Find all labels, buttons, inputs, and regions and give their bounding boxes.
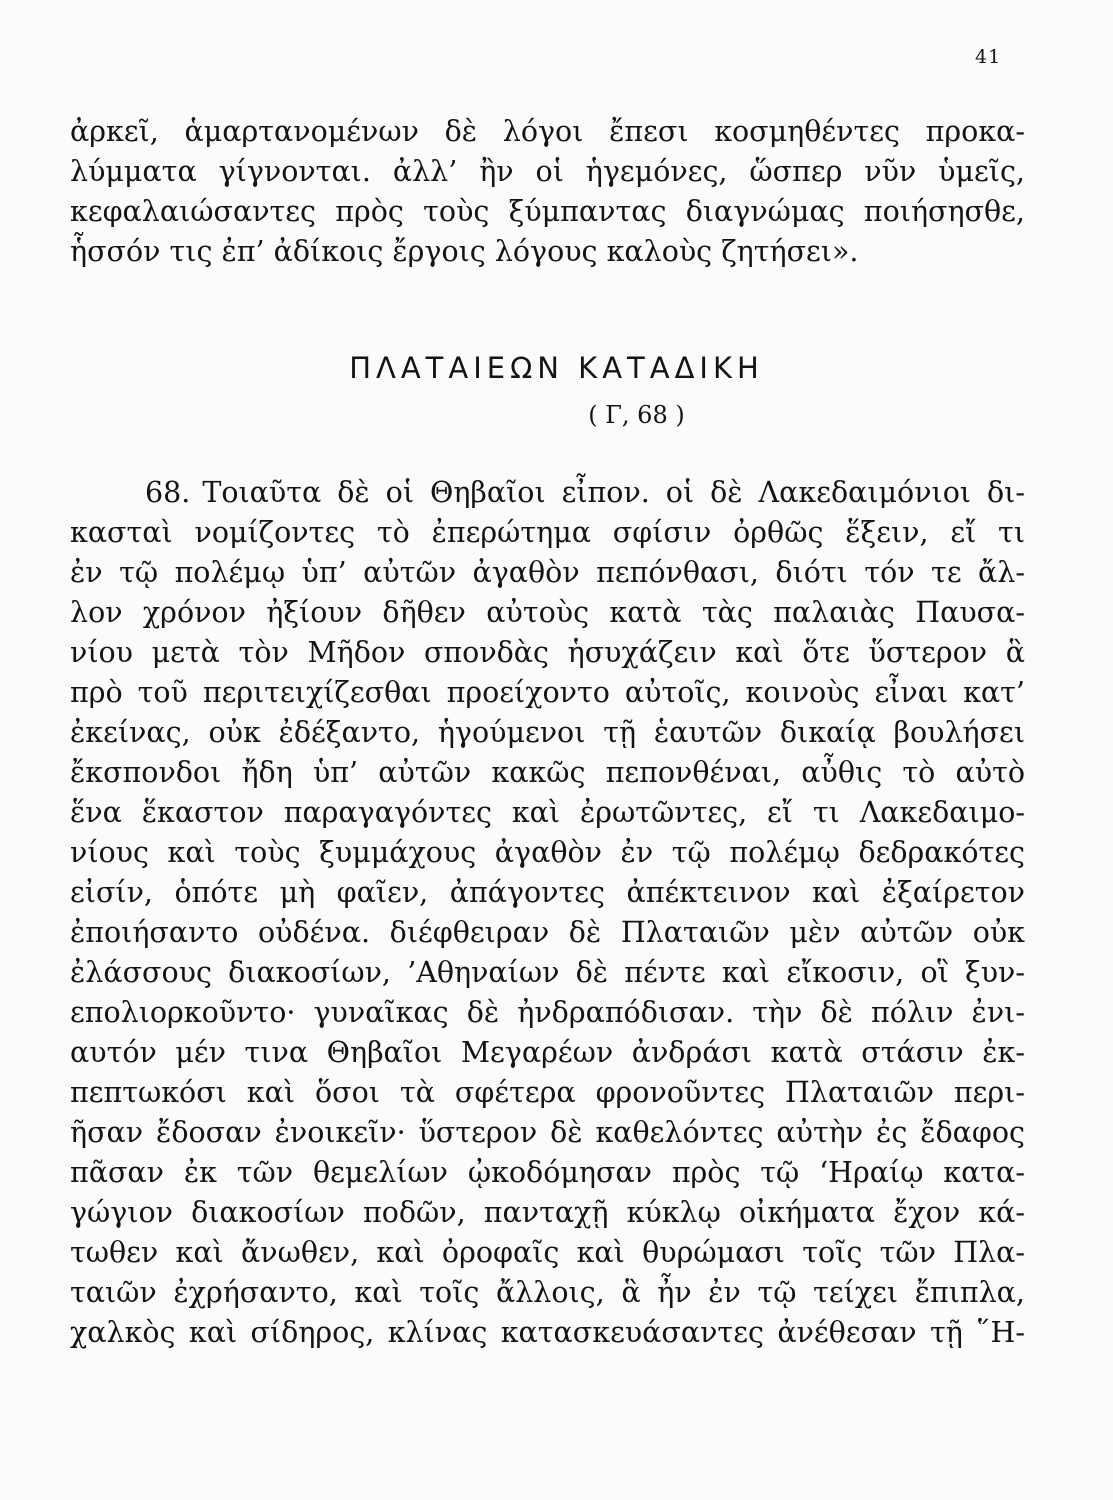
text-line: νίου μετὰ τὸν Μῆδον σπονδὰς ἡσυχάζειν καὶ ὅτε ὕστερον ἃ	[70, 636, 1025, 669]
text-line: κεφαλαιώσαντες πρὸς τοὺς ξύμπαντας διαγνώμας ποιήσησθε,	[70, 195, 1025, 228]
text-line: πρὸ τοῦ περιτειχίζεσθαι προείχοντο αὐτοῖς, κοινοὺς εἶναι κατ’	[70, 676, 1025, 709]
text-line: νίους καὶ τοὺς ξυμμάχους ἀγαθὸν ἐν τῷ πολέμῳ δεδρακότες	[70, 836, 1025, 869]
text-line: ἕνα ἕκαστον παραγαγόντες καὶ ἐρωτῶντες, εἴ τι Λακεδαιμο-	[70, 796, 1025, 829]
text-line: ἐλάσσους διακοσίων, ’Αθηναίων δὲ πέντε καὶ εἴκοσιν, οἳ ξυν-	[70, 956, 1025, 989]
text-line: τωθεν καὶ ἄνωθεν, καὶ ὀροφαῖς καὶ θυρώμασι τοῖς τῶν Πλα-	[70, 1236, 1025, 1269]
section-title: ΠΛΑΤΑΙΕΩΝ ΚΑΤΑΔΙΚΗ	[349, 351, 764, 385]
text-line: ἧσσόν τις ἐπ’ ἀδίκοις ἔργοις λόγους καλοὺς ζητήσει».	[70, 235, 859, 268]
section-reference: ( Γ, 68 )	[588, 401, 685, 429]
text-line: ἐν τῷ πολέμῳ ὑπ’ αὐτῶν ἀγαθὸν πεπόνθασι, διότι τόν τε ἄλ-	[70, 556, 1025, 589]
text-line: ἐποιήσαντο οὐδένα. διέφθειραν δὲ Πλαταιῶν μὲν αὐτῶν οὐκ	[70, 916, 1025, 949]
text-line: ἔκσπονδοι ἤδη ὑπ’ αὐτῶν κακῶς πεπονθέναι, αὖθις τὸ αὐτὸ	[70, 756, 1025, 789]
text-line: ἀρκεῖ, ἁμαρτανομένων δὲ λόγοι ἔπεσι κοσμηθέντες προκα-	[70, 115, 1025, 148]
text-line: αυτόν μέν τινα Θηβαῖοι Μεγαρέων ἀνδράσι κατὰ στάσιν ἐκ-	[70, 1036, 1025, 1069]
chapter-number: 68.	[145, 476, 191, 509]
text-line: εἰσίν, ὁπότε μὴ φαῖεν, ἀπάγοντες ἀπέκτεινον καὶ ἐξαίρετον	[70, 876, 1025, 909]
text-line: Τοιαῦτα δὲ οἱ Θηβαῖοι εἶπον. οἱ δὲ Λακεδαιμόνιοι δι-	[202, 476, 1025, 509]
text-line: επολιορκοῦντο· γυναῖκας δὲ ἠνδραπόδισαν. τὴν δὲ πόλιν ἐνι-	[70, 996, 1025, 1029]
text-line: λύμματα γίγνονται. ἀλλ’ ἢν οἱ ἡγεμόνες, ὥσπερ νῦν ὑμεῖς,	[70, 155, 1025, 188]
text-line: χαλκὸς καὶ σίδηρος, κλίνας κατασκευάσαντες ἀνέθεσαν τῇ ῞Η-	[70, 1316, 1025, 1349]
text-line: πᾶσαν ἐκ τῶν θεμελίων ᾠκοδόμησαν πρὸς τῷ ‘Ηραίῳ κατα-	[70, 1156, 1025, 1189]
text-line: ῆσαν ἔδοσαν ἐνοικεῖν· ὕστερον δὲ καθελόντες αὐτὴν ἐς ἔδαφος	[70, 1116, 1025, 1149]
text-line: λον χρόνον ἠξίουν δῆθεν αὐτοὺς κατὰ τὰς παλαιὰς Παυσα-	[70, 596, 1025, 629]
text-line: πεπτωκόσι καὶ ὅσοι τὰ σφέτερα φρονοῦντες Πλαταιῶν περι-	[70, 1076, 1025, 1109]
chapter-paragraph	[70, 473, 1025, 1353]
page-number: 41	[975, 46, 1002, 68]
text-line: γώγιον διακοσίων ποδῶν, πανταχῇ κύκλῳ οἰκήματα ἔχον κά-	[70, 1196, 1025, 1229]
intro-paragraph	[70, 112, 1025, 272]
text-line: ταιῶν ἐχρήσαντο, καὶ τοῖς ἄλλοις, ἃ ἦν ἐν τῷ τείχει ἔπιπλα,	[70, 1276, 1025, 1309]
chapter-first-line	[70, 473, 1025, 513]
text-line: κασταὶ νομίζοντες τὸ ἐπερώτημα σφίσιν ὀρθῶς ἕξειν, εἴ τι	[70, 516, 1025, 549]
text-line: ἐκείνας, οὐκ ἐδέξαντο, ἡγούμενοι τῇ ἑαυτῶν δικαίᾳ βουλήσει	[70, 716, 1025, 749]
